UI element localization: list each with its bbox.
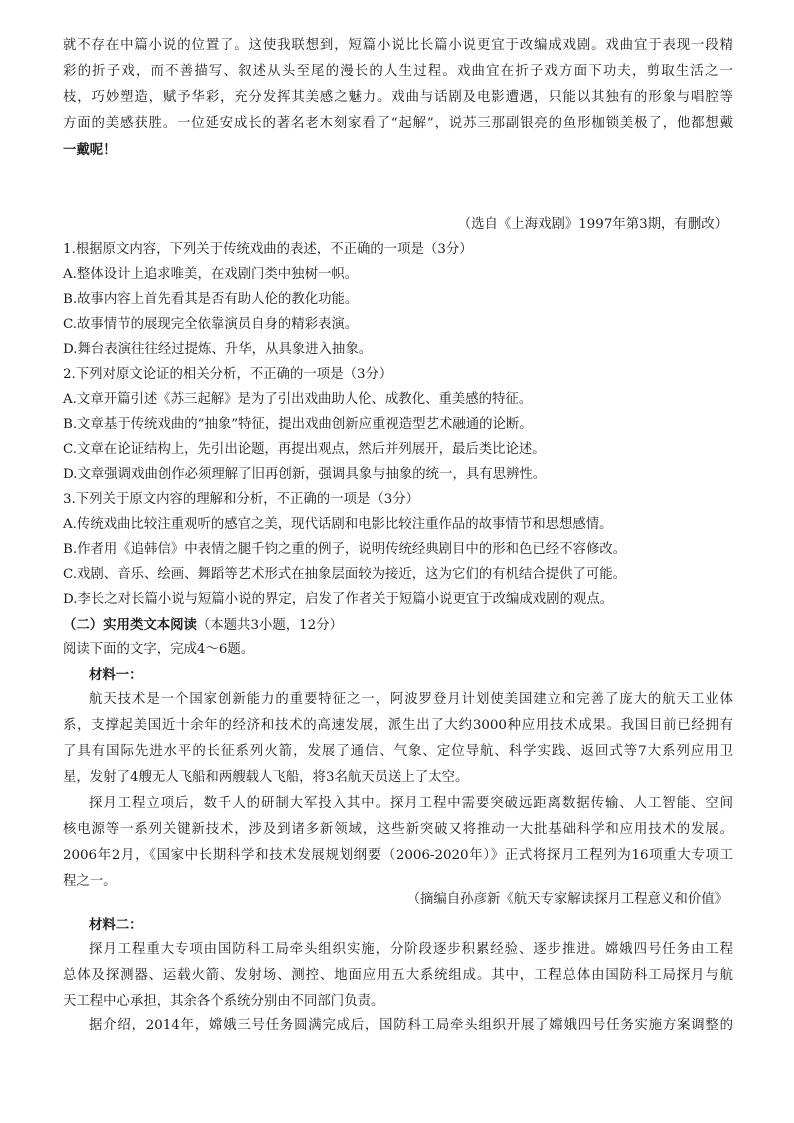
section-heading xyxy=(63,612,343,639)
material-2-paragraph-a xyxy=(63,937,733,1015)
question-2-option-a: A.文章开篇引述《苏三起解》是为了引出戏曲助人伦、成教化、重美感的特征。 xyxy=(63,392,533,407)
question-1-option-b: B.故事内容上首先看其是否有助人伦的教化功能。 xyxy=(63,292,359,307)
text-line: 核电源等一系列关键新技术，涉及到诸多新领域，这些新突破又将推动一大批基础科学和应用技术的发展。 xyxy=(63,822,733,837)
material-1-paragraph-b xyxy=(63,791,733,895)
text-line: 星，发射了4艘无人飞船和两艘载人飞船，将3名航天员送上了太空。 xyxy=(63,770,469,785)
material-2-label: 材料二： xyxy=(89,917,143,933)
section-instruction: 阅读下面的文字，完成4～6题。 xyxy=(63,642,255,657)
question-2-option-c: C.文章在论证结构上，先引出论题，再提出观点，然后并列展开，最后类比论述。 xyxy=(63,442,546,457)
material-2-paragraph-b xyxy=(63,1013,733,1039)
question-2-option-b: B.文章基于传统戏曲的“抽象”特征，提出戏曲创新应重视造型艺术融通的论断。 xyxy=(63,417,533,432)
question-1-option-a: A.整体设计上追求唯美，在戏剧门类中独树一帜。 xyxy=(63,267,359,282)
section-title: （二）实用类文本阅读 xyxy=(63,617,197,633)
question-3-option-c: C.戏剧、音乐、绘画、舞蹈等艺术形式在抽象层面较为接近，这为它们的有机结合提供了可能。 xyxy=(63,567,627,582)
section-note: （本题共3小题，12分） xyxy=(196,618,343,633)
text-line: 程之一。 xyxy=(63,874,117,889)
text-line: 总体及探测器、运载火箭、发射场、测控、地面应用五大系统组成。其中，工程总体由国防科工局探月与航 xyxy=(63,968,733,983)
question-3-option-a: A.传统戏曲比较注重观听的感官之美，现代话剧和电影比较注重作品的故事情节和思想感情。 xyxy=(63,517,613,532)
material-1-label: 材料一： xyxy=(89,667,143,683)
text-line: 据介绍，2014年，嫦娥三号任务圆满完成后，国防科工局牵头组织开展了嫦娥四号任务实施方案调整的 xyxy=(89,1018,733,1033)
text-line: 航天技术是一个国家创新能力的重要特征之一，阿波罗登月计划使美国建立和完善了庞大的航天工业体 xyxy=(89,692,733,707)
text-line: 彩的折子戏，而不善描写、叙述从头至尾的漫长的人生过程。戏曲宜在折子戏方面下功夫，剪取生活之一 xyxy=(63,64,733,79)
question-2-stem: 2.下列对原文论证的相关分析，不正确的一项是（3分） xyxy=(63,367,393,382)
source-citation: （选自《上海戏剧》1997年第3期，有删改） xyxy=(457,217,728,232)
text-line: 天工程中心承担，其余各个系统分别由不同部门负责。 xyxy=(63,994,385,1009)
text-line: 了具有国际先进水平的长征系列火箭，发展了通信、气象、定位导航、科学实践、返回式等7大系列应用卫 xyxy=(63,744,733,759)
question-1-option-d: D.舞台表演往往经过提炼、升华，从具象进入抽象。 xyxy=(63,342,373,357)
text-line: 方面的美感获胜。一位延安成长的著名老木刻家看了“起解”，说苏三那副银亮的鱼形枷锁美极了，他都想戴 xyxy=(63,116,733,131)
essay-paragraph xyxy=(63,33,733,163)
text-line: 枝，巧妙塑造，赋予华彩，充分发挥其美感之魅力。戏曲与话剧及电影遭遇，只能以其独有的形象与唱腔等 xyxy=(63,90,733,105)
question-2-option-d: D.文章强调戏曲创作必须理解了旧再创新，强调具象与抽象的统一，具有思辨性。 xyxy=(63,467,547,482)
question-1-option-c: C.故事情节的展现完全依靠演员自身的精彩表演。 xyxy=(63,317,359,332)
question-1-stem: 1.根据原文内容，下列关于传统戏曲的表述，不正确的一项是（3分） xyxy=(63,242,473,257)
text-line: 就不存在中篇小说的位置了。这使我联想到，短篇小说比长篇小说更宜于改编成戏剧。戏曲宜于表现一段精 xyxy=(63,38,733,53)
text-line: 探月工程重大专项由国防科工局牵头组织实施，分阶段逐步积累经验、逐步推进。嫦娥四号任务由工程 xyxy=(89,942,733,957)
source-citation: （摘编自孙彦新《航天专家解读探月工程意义和价值》 xyxy=(406,892,728,907)
text-line: 2006年2月，《国家中长期科学和技术发展规划纲要（2006-2020年）》正式将探月工程列为16项重大专项工 xyxy=(63,848,733,863)
material-1-paragraph-a xyxy=(63,687,733,791)
question-3-stem: 3.下列关于原文内容的理解和分析，不正确的一项是（3分） xyxy=(63,492,420,507)
text-line: 一戴呢！ xyxy=(63,142,117,158)
text-line: 系，支撑起美国近十余年的经济和技术的高速发展，派生出了大约3000种应用技术成果。我国目前已经拥有 xyxy=(63,718,733,733)
question-3-option-d: D.李长之对长篇小说与短篇小说的界定，启发了作者关于短篇小说更宜于改编成戏剧的观点。 xyxy=(63,592,614,607)
question-3-option-b: B.作者用《追韩信》中表情之腿千钧之重的例子，说明传统经典剧目中的形和色已经不容修改。 xyxy=(63,542,627,557)
text-line: 探月工程立项后，数千人的研制大军投入其中。探月工程中需要突破远距离数据传输、人工智能、空间 xyxy=(89,796,733,811)
